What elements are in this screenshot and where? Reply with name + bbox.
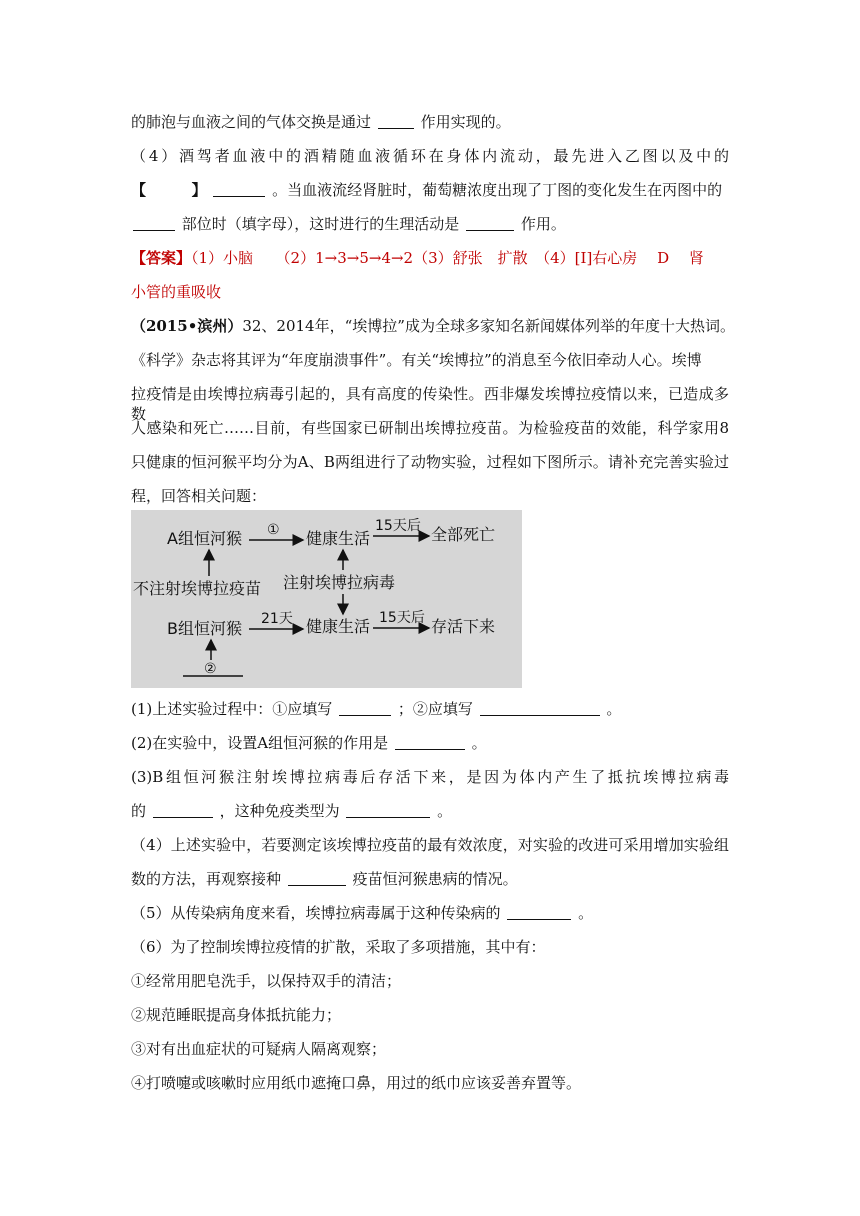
text-line: （4）酒驾者血液中的酒精随血液循环在身体内流动，最先进入乙图以及中的 [131,147,729,165]
all-dead-label: 全部死亡 [431,525,496,544]
subquestion-1: (1)上述实验过程中：①应填写 ；②应填写 。 [131,700,622,718]
experiment-flow-svg [131,510,522,688]
question-line: 只健康的恒河猴平均分为A、B两组进行了动物实验，过程如下图所示。请补充完善实验过 [131,453,729,471]
answer-blank[interactable] [378,114,414,129]
text-line: 的肺泡与血液之间的气体交换是通过 作用实现的。 [131,113,511,131]
no-vaccine-label: 不注射埃博拉疫苗 [133,579,262,598]
question-source: （2015•滨州） [131,317,243,335]
answer-blank[interactable] [153,803,213,818]
answer-blank[interactable] [133,216,175,231]
blank-2-marker: ② [204,661,217,677]
answer-blank[interactable] [507,905,571,920]
group-a-label: A组恒河猴 [167,529,242,548]
measure-item: ③对有出血症状的可疑病人隔离观察； [131,1040,387,1058]
experiment-diagram [131,510,522,688]
answer-label: 【答案】 [131,249,192,267]
answer-line: 【答案】（1）小脑 （2）1→3→5→4→2（3）舒张 扩散 （4）[Ⅰ]右心房 D 肾 [131,249,704,267]
answer-blank[interactable] [480,701,600,716]
question-line: （2015•滨州）32、2014年，“埃博拉”成为全球多家知名新闻媒体列举的年度十大热词。 [131,317,735,335]
subquestion-4: （4）上述实验中，若要测定该埃博拉疫苗的最有效浓度，对实验的改进可采用增加实验组 [131,836,729,854]
answer-blank[interactable] [395,735,465,750]
answer-blank[interactable] [466,216,514,231]
question-line: 《科学》杂志将其评为“年度崩溃事件”。有关“埃博拉”的消息至今依旧牵动人心。埃博 [131,351,702,369]
answer-blank[interactable] [339,701,391,716]
text-line: 部位时（填字母），这时进行的生理活动是 作用。 [131,214,566,234]
healthy-a-label: 健康生活 [306,529,371,548]
subquestion-4-cont: 数的方法，再观察接种 疫苗恒河猴患病的情况。 [131,870,518,888]
inject-virus-label: 注射埃博拉病毒 [283,573,396,592]
question-line: 拉疫情是由埃博拉病毒引起的，具有高度的传染性。西非爆发埃博拉疫情以来，已造成多数 [131,385,729,423]
measure-item: ②规范睡眠提高身体抵抗能力； [131,1006,342,1024]
text-line: 【 】 。当血液流经肾脏时，葡萄糖浓度出现了丁图的变化发生在丙图中的 [131,181,723,199]
question-line: 人感染和死亡……目前，有些国家已研制出埃博拉疫苗。为检验疫苗的效能，科学家用8 [131,419,729,437]
question-line: 程，回答相关问题： [131,487,267,505]
survive-label: 存活下来 [431,617,496,636]
subquestion-5: （5）从传染病角度来看，埃博拉病毒属于这种传染病的 。 [131,904,594,922]
subquestion-2: (2)在实验中，设置A组恒河猴的作用是 。 [131,734,487,752]
days-label: 21天 [261,611,293,627]
measure-item: ①经常用肥皂洗手，以保持双手的清洁； [131,972,402,990]
group-b-label: B组恒河猴 [167,619,242,638]
answer-blank[interactable] [288,871,346,886]
days-label: 15天后 [379,610,425,626]
measure-item: ④打喷嚏或咳嗽时应用纸巾遮掩口鼻，用过的纸巾应该妥善弃置等。 [131,1074,582,1092]
answer-blank[interactable] [213,182,265,197]
answer-blank[interactable] [346,803,430,818]
subquestion-6: （6）为了控制埃博拉疫情的扩散，采取了多项措施，其中有： [131,938,546,956]
subquestion-3-cont: 的 ，这种免疫类型为 。 [131,802,453,820]
subquestion-3: (3)B组恒河猴注射埃博拉病毒后存活下来，是因为体内产生了抵抗埃博拉病毒 [131,768,729,786]
days-label: 15天后 [375,518,421,534]
blank-1-marker: ① [267,522,280,538]
answer-line: 小管的重吸收 [131,283,222,301]
healthy-b-label: 健康生活 [306,617,371,636]
